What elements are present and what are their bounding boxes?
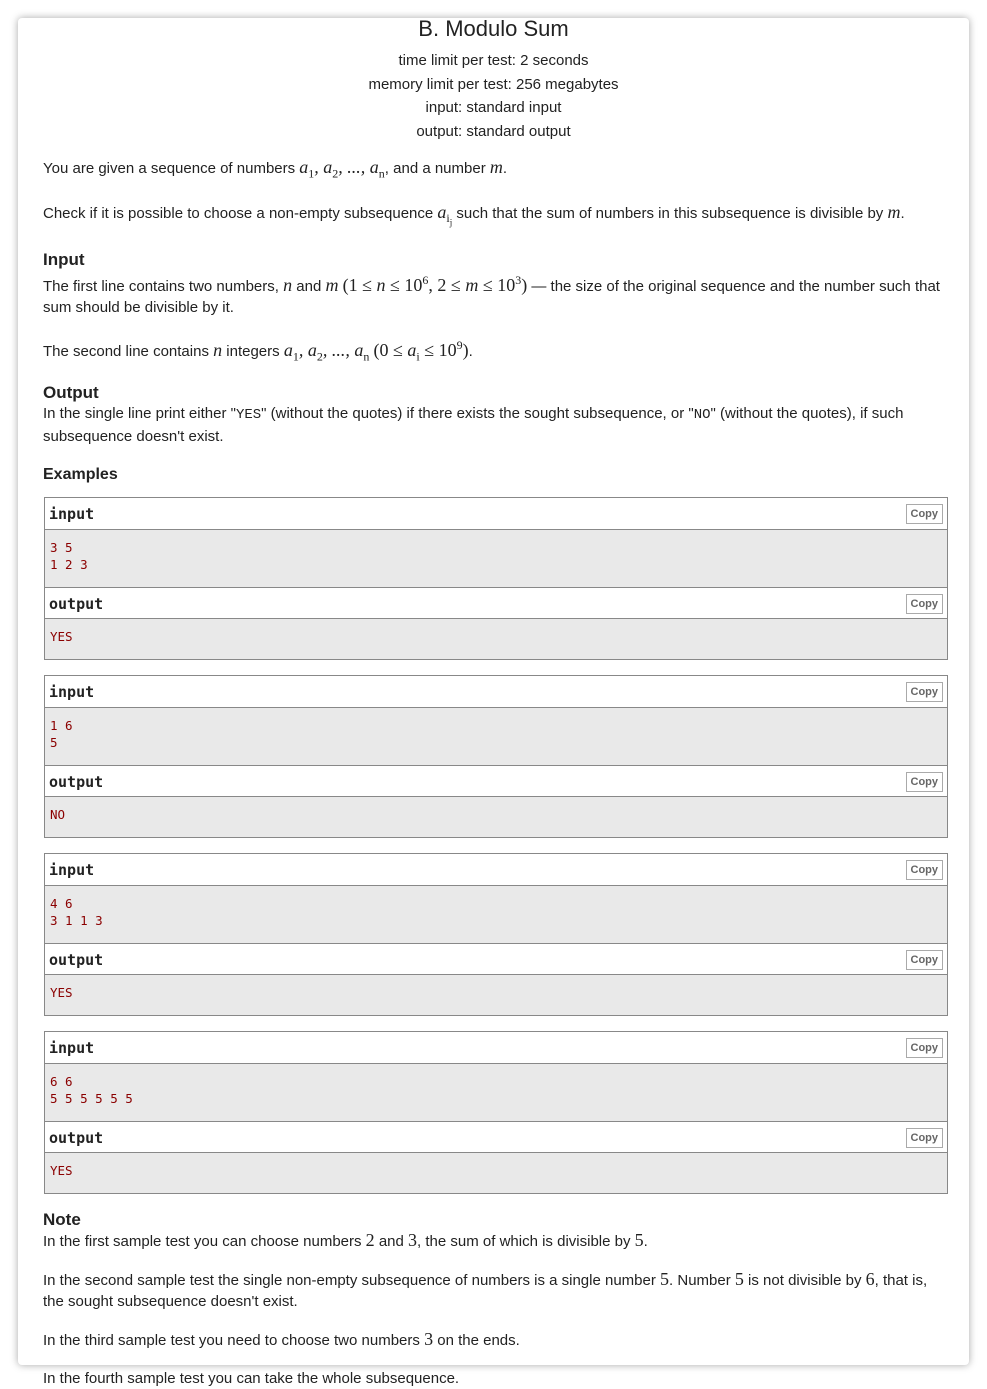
output-file: output: standard output — [416, 122, 571, 140]
copy-output-button[interactable]: Copy — [906, 950, 944, 970]
sample-input-header — [45, 676, 947, 708]
sample-test-1 — [44, 497, 948, 660]
sample-input-header — [45, 498, 947, 530]
copy-output-button[interactable]: Copy — [906, 594, 944, 614]
note-section — [43, 1210, 944, 1389]
subsequence-var: $a_{i_j}$ — [437, 201, 453, 228]
sample-test-3 — [44, 853, 948, 1016]
sample-output: YES — [45, 975, 947, 1015]
input-label: input — [49, 861, 95, 880]
problem-title: B. Modulo Sum — [418, 16, 569, 41]
output-label: output — [49, 595, 104, 614]
sequence-expression: $a_1$, $a_2$, ..., $a_n$ — [299, 157, 385, 181]
problem-header — [43, 16, 944, 143]
note-paragraph-4: In the fourth sample test you can take the whole subsequence. — [43, 1370, 460, 1388]
sample-input: 6 6 5 5 5 5 5 5 — [45, 1064, 947, 1121]
legend-paragraph-1: You are given a sequence of numbers $a_1$, $a_2$, ..., $a_n$, and a number m. — [43, 157, 508, 181]
sample-output-header — [45, 1121, 947, 1153]
note-paragraph-3: In the third sample test you need to choose two numbers 3 on the ends. — [43, 1329, 520, 1350]
sample-output: YES — [45, 619, 947, 659]
copy-input-button[interactable]: Copy — [906, 504, 944, 524]
copy-input-button[interactable]: Copy — [906, 860, 944, 880]
note-title: Note — [43, 1210, 81, 1230]
input-file: input: standard input — [425, 99, 562, 116]
input-label: input — [49, 1039, 95, 1058]
sample-output: NO — [45, 797, 947, 837]
sample-input-header — [45, 1032, 947, 1064]
sample-output: YES — [45, 1153, 947, 1193]
legend-paragraph-2: Check if it is possible to choose a non-empty subsequence $a_{i_j}$ such that the sum of numbers in this subsequence is divisible by m. — [43, 201, 905, 228]
range-a: $(0 \le a_i \le 10^9)$ — [373, 337, 469, 364]
sample-input: 3 5 1 2 3 — [45, 530, 947, 587]
copy-input-button[interactable]: Copy — [906, 682, 944, 702]
sample-input: 4 6 3 1 1 3 — [45, 886, 947, 943]
sample-input: 1 6 5 — [45, 708, 947, 765]
output-title: Output — [43, 383, 99, 403]
time-limit: time limit per test: 2 seconds — [398, 52, 589, 69]
input-line-1: The first line contains two numbers, n and m ($1 \le n \le 10^6$, $2 \le m \le 10^3$) — the size of the original sequence and the number such that sum should be divisible by it. — [43, 272, 940, 316]
examples-title: Examples — [43, 466, 118, 484]
copy-input-button[interactable]: Copy — [906, 1038, 944, 1058]
note-paragraph-1: In the first sample test you can choose numbers 2 and 3, the sum of which is divisible by 5. — [43, 1230, 648, 1251]
problem-statement — [18, 16, 969, 1388]
memory-limit: memory limit per test: 256 megabytes — [368, 75, 619, 93]
range-n-m: ($1 \le n \le 10^6$, $2 \le m \le 10^3$) — [342, 272, 528, 295]
note-paragraph-2: In the second sample test the single non-empty subsequence of numbers is a single number 5. Number 5 is not divisible by 6, that is, the sought subsequence doesn't exist. — [43, 1269, 928, 1311]
output-text: In the single line print either "YES" (without the quotes) if there exists the sought subsequence, or "NO" (without the quotes), if such subsequence doesn't exist. — [43, 405, 904, 446]
input-label: input — [49, 505, 95, 524]
output-label: output — [49, 951, 104, 970]
copy-output-button[interactable]: Copy — [906, 1128, 944, 1148]
input-line-2: The second line contains n integers $a_1$, $a_2$, ..., $a_n$ $(0 \le a_i \le 10^9)$. — [43, 337, 473, 364]
input-section — [43, 250, 944, 368]
input-label: input — [49, 683, 95, 702]
output-label: output — [49, 773, 104, 792]
output-section — [43, 383, 944, 447]
copy-output-button[interactable]: Copy — [906, 772, 944, 792]
input-title: Input — [43, 249, 85, 269]
sample-test-4 — [44, 1031, 948, 1194]
sample-output-header — [45, 765, 947, 797]
sample-test-2 — [44, 675, 948, 838]
sample-output-header — [45, 943, 947, 975]
output-label: output — [49, 1129, 104, 1148]
sample-input-header — [45, 854, 947, 886]
sample-output-header — [45, 587, 947, 619]
var-m: m — [489, 157, 503, 177]
